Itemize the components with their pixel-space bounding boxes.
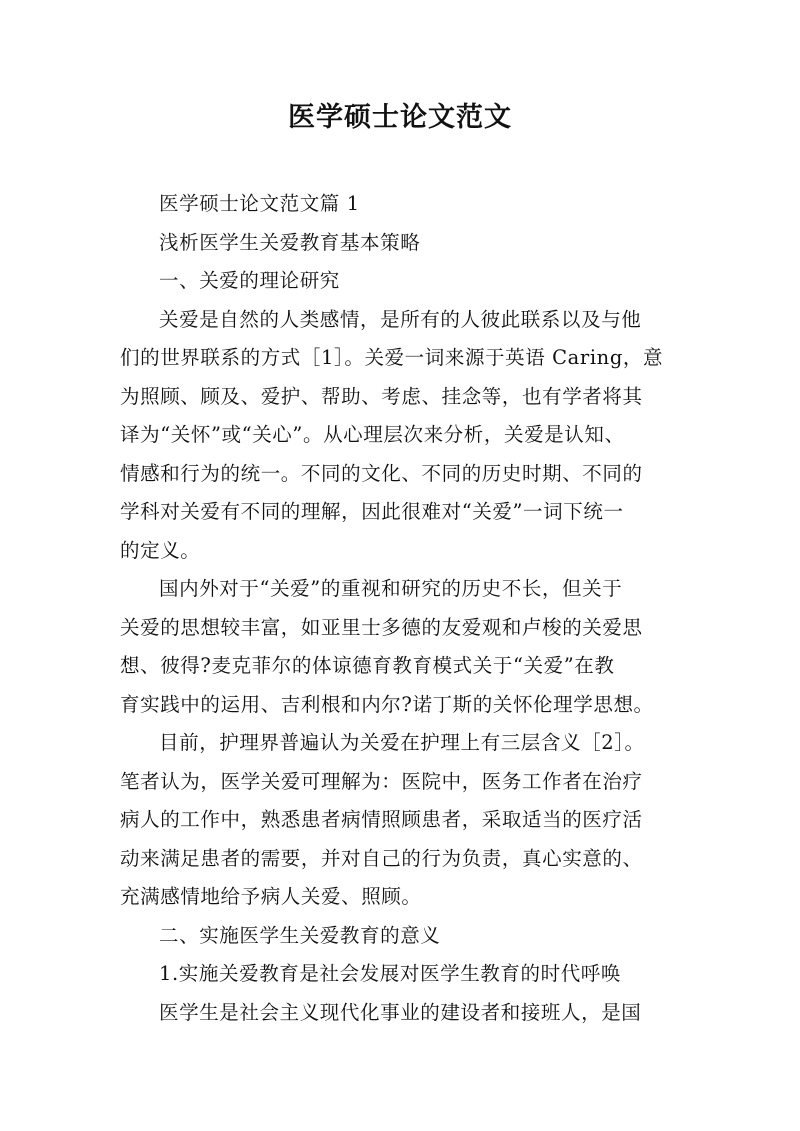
text-line: 为照顾、顾及、爱护、帮助、考虑、挂念等，也有学者将其 <box>120 384 643 408</box>
text-line: 目前，护理界普遍认为关爱在护理上有三层含义［2］。 <box>159 731 645 754</box>
text-line: 1.实施关爱教育是社会发展对医学生教育的时代呼唤 <box>159 962 622 985</box>
text-line: 关爱是自然的人类感情，是所有的人彼此联系以及与他 <box>159 307 642 331</box>
text-line: 充满感情地给予病人关爱、照顾。 <box>120 885 422 908</box>
text-line: 情感和行为的统一。不同的文化、不同的历史时期、不同的 <box>120 461 643 485</box>
text-line: 想、彼得?麦克菲尔的体谅德育教育模式关于“关爱”在教 <box>120 654 615 677</box>
text-line: 医学硕士论文范文篇 1 <box>159 192 360 215</box>
text-line: 动来满足患者的需要，并对自己的行为负责，真心实意的、 <box>120 846 643 870</box>
text-line: 一、关爱的理论研究 <box>159 269 340 292</box>
text-line: 译为“关怀”或“关心”。从心理层次来分析，关爱是认知、 <box>120 423 625 446</box>
document-body <box>120 185 690 1032</box>
text-line: 国内外对于“关爱”的重视和研究的历史不长，但关于 <box>159 577 623 600</box>
text-line: 学科对关爱有不同的理解，因此很难对“关爱”一词下统一 <box>120 500 624 523</box>
text-line: 二、实施医学生关爱教育的意义 <box>159 923 441 947</box>
text-line: 的定义。 <box>120 538 201 562</box>
text-line: 医学生是社会主义现代化事业的建设者和接班人，是国 <box>159 1000 642 1024</box>
document-title: 医学硕士论文范文 <box>288 102 512 133</box>
text-line: 浅析医学生关爱教育基本策略 <box>159 230 421 254</box>
text-line: 笔者认为，医学关爱可理解为：医院中，医务工作者在治疗 <box>120 769 643 793</box>
text-line: 们的世界联系的方式［1］。关爱一词来源于英语 Caring，意 <box>120 346 664 369</box>
text-line: 病人的工作中，熟悉患者病情照顾患者，采取适当的医疗活 <box>120 808 643 831</box>
text-line: 育实践中的运用、吉利根和内尔?诺丁斯的关怀伦理学思想。 <box>120 692 654 716</box>
text-line: 关爱的思想较丰富，如亚里士多德的友爱观和卢梭的关爱思 <box>120 615 643 639</box>
